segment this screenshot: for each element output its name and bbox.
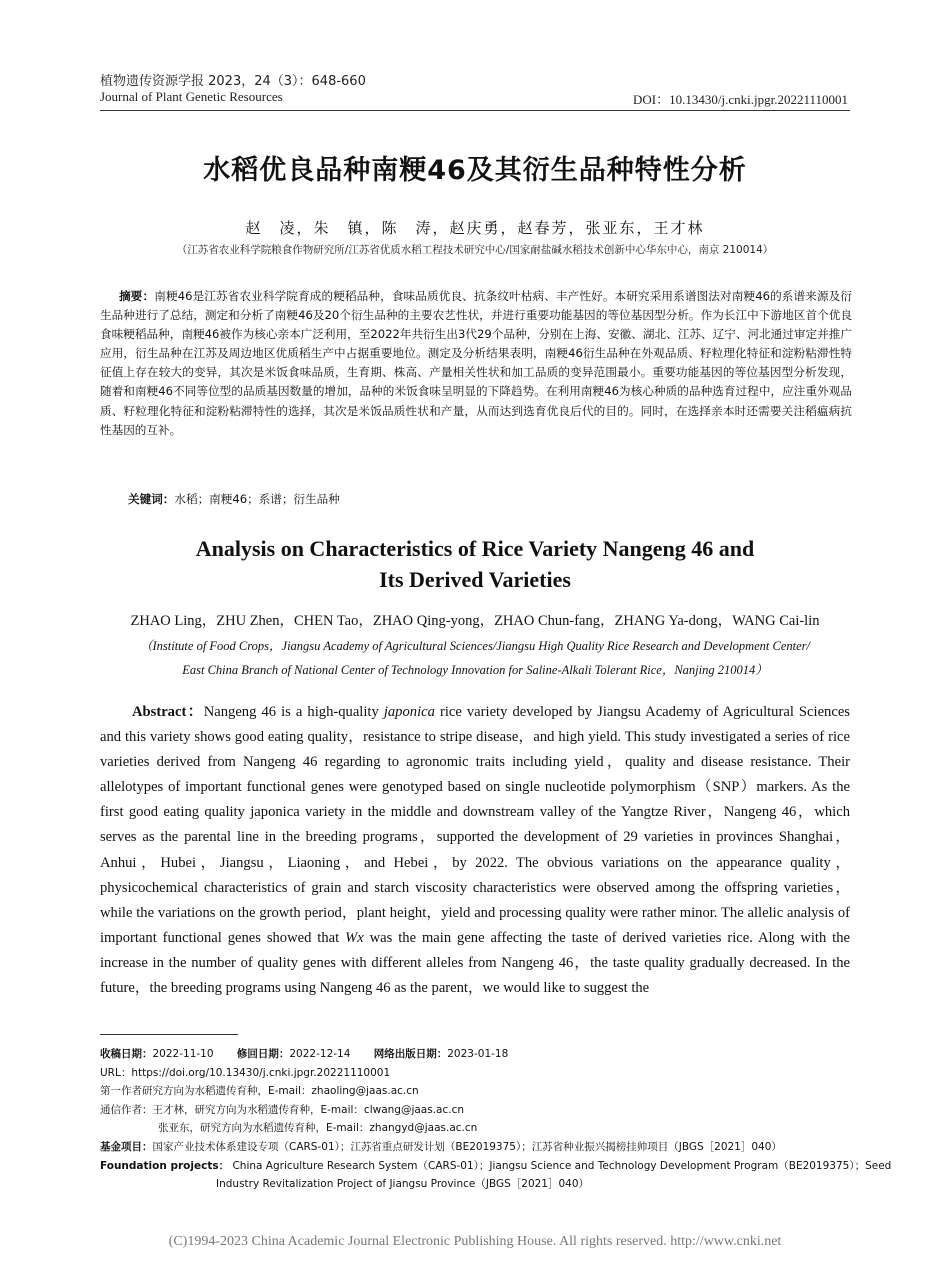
footnotes <box>100 1045 892 1194</box>
corresponding-author-1: 通信作者：王才林，研究方向为水稻遗传育种，E-mail：clwang@jaas.ac.cn <box>100 1103 465 1116</box>
fund-en-row <box>100 1157 892 1176</box>
abstract-en-part-1: Nangeng 46 is a high-quality <box>203 704 384 720</box>
keywords-cn-text: 水稻；南粳46；系谱；衍生品种 <box>174 492 340 506</box>
abstract-en-label: Abstract： <box>132 704 204 720</box>
revised-date: 2022-12-14 <box>289 1048 351 1060</box>
abstract-cn-label: 摘要： <box>119 289 155 303</box>
dates-row <box>100 1045 852 1064</box>
authors-en: ZHAO Ling，ZHU Zhen，CHEN Tao，ZHAO Qing-yong，ZHAO Chun-fang，ZHANG Ya-dong，WANG Cai-lin <box>130 613 820 629</box>
fund-cn-text: 国家产业技术体系建设专项（CARS-01）；江苏省重点研发计划（BE2019375）；江苏省种业振兴揭榜挂帅项目（JBGS［2021］040） <box>152 1140 782 1153</box>
fund-en-row-2: Industry Revitalization Project of Jiangsu Province（JBGS［2021］040） <box>216 1178 590 1191</box>
affiliation-en-line-2: East China Branch of National Center of Technology Innovation for Saline-Alkali Tolerant Rice，Nanjing 210014） <box>182 663 768 677</box>
affiliation-en-line-1: （Institute of Food Crops，Jiangsu Academy of Agricultural Sciences/Jiangsu High Quality Rice Research and Development Center/ <box>139 639 810 653</box>
abstract-en-italic-1: japonica <box>383 704 435 720</box>
abstract-cn <box>100 287 852 440</box>
abstract-en-part-3: was the main gene affecting the taste of derived varieties rice. Along with the increase in the number of quality genes with different alleles from Nangeng 46，the taste quality gradually decreased. In the future，the breeding programs using Nangeng 46 as the parent，we would like to suggest the <box>100 929 850 997</box>
fund-en-text-1: China Agriculture Research System（CARS-01）；Jiangsu Science and Technology Development Program（BE2019375）；Seed <box>232 1159 892 1172</box>
received-label: 收稿日期： <box>100 1048 153 1060</box>
online-date: 2023-01-18 <box>447 1048 509 1060</box>
copyright-footer: (C)1994-2023 China Academic Journal Electronic Publishing House. All rights reserved. http://www.cnki.net <box>168 1234 782 1249</box>
journal-header-en: Journal of Plant Genetic Resources <box>100 89 283 104</box>
fund-cn-row <box>100 1138 852 1157</box>
received-date: 2022-11-10 <box>152 1048 214 1060</box>
abstract-cn-text: 南粳46是江苏省农业科学院育成的粳稻品种，食味品质优良、抗条纹叶枯病、丰产性好。本研究采用系谱图法对南粳46的系谱来源及衍生品种进行了总结，测定和分析了南粳46及20个衍生品种的主要农艺性状，并进行重要功能基因的等位基因型分析。作为长江中下游地区首个优良食味粳稻品种，南粳46被作为核心亲本广泛利用，至2022年共衍生出3代29个品种，分别在上海、安徽、湖北、江苏、辽宁、河北通过审定并推广应用，衍生品种在江苏及周边地区优质稻生产中占据重要地位。测定及分析结果表明，南粳46衍生品种在外观品质、籽粒理化特征和淀粉粘滞性特征值上存在较大的变异，其次是米饭食味品质，生育期、株高、产量相关性状和加工品质的变异范围最小。重要功能基因的等位基因型分析发现，随着和南粳46不同等位型的品质基因数量的增加，品种的米饭食味呈明显的下降趋势。在利用南粳46为核心种质的品种选育过程中，应注重外观品质、籽粒理化特征和淀粉粘滞特性的选择，其次是米饭品质性状和产量，从而达到选育优良后代的目的。同时，在选择亲本时还需要关注稻瘟病抗性基因的互补。 <box>100 289 852 437</box>
affiliation-cn: （江苏省农业科学院粮食作物研究所/江苏省优质水稻工程技术研究中心/国家耐盐碱水稻技术创新中心华东中心，南京 210014） <box>176 244 774 256</box>
affiliation-en <box>0 634 950 682</box>
page-title-cn: 水稻优良品种南粳46及其衍生品种特性分析 <box>203 155 747 186</box>
footnote-divider <box>100 1034 238 1035</box>
fund-en-label: Foundation projects： <box>100 1159 230 1172</box>
authors-cn: 赵 凌，朱 镇，陈 涛，赵庆勇，赵春芳，张亚东，王才林 <box>245 219 705 237</box>
keywords-cn <box>128 491 340 507</box>
corresponding-author-2: 张亚东，研究方向为水稻遗传育种，E-mail：zhangyd@jaas.ac.cn <box>158 1122 478 1135</box>
fund-cn-label: 基金项目： <box>100 1140 153 1153</box>
page-title-en <box>0 533 950 595</box>
revised-label: 修回日期： <box>236 1048 290 1060</box>
abstract-en-italic-2: Wx <box>345 929 364 946</box>
abstract-en-part-2: rice variety developed by Jiangsu Academy of Agricultural Sciences and this variety shows good eating quality，resistance to stripe disease，and high yield. This study investigated a series of rice varieties derived from Nangeng 46 regarding to agronomic traits including yield，quality and disease resistance. Their allelotypes of important functional genes were genotyped based on single nucleotide polymorphism（SNP）markers. As the first good eating quality japonica variety in the middle and downstream valley of the Yangtze River，Nangeng 46，which serves as the parental line in the breeding programs，supported the development of 29 varieties in provinces Shanghai，Anhui，Hubei，Jiangsu，Liaoning，and Hebei，by 2022. The obvious variations on the appearance quality，physicochemical characteristics of grain and starch viscosity characteristics were observed among the offspring varieties，while the variations on the growth period，plant height，yield and processing quality were rather minor. The allelic analysis of important functional genes showed that <box>100 704 850 946</box>
abstract-en <box>100 700 850 1001</box>
title-en-line-1: Analysis on Characteristics of Rice Variety Nangeng 46 and <box>195 536 755 561</box>
doi-header: DOI：10.13430/j.cnki.jpgr.20221110001 <box>633 92 848 107</box>
journal-header-cn: 植物遗传资源学报 2023，24（3）：648-660 <box>100 74 366 89</box>
header-divider <box>100 110 850 111</box>
first-author-row: 第一作者研究方向为水稻遗传育种，E-mail：zhaoling@jaas.ac.cn <box>100 1085 419 1098</box>
title-en-line-2: Its Derived Varieties <box>379 567 571 592</box>
url-row: URL：https://doi.org/10.13430/j.cnki.jpgr.20221110001 <box>100 1066 391 1079</box>
keywords-cn-label: 关键词： <box>128 492 175 506</box>
online-label: 网络出版日期： <box>373 1048 448 1060</box>
